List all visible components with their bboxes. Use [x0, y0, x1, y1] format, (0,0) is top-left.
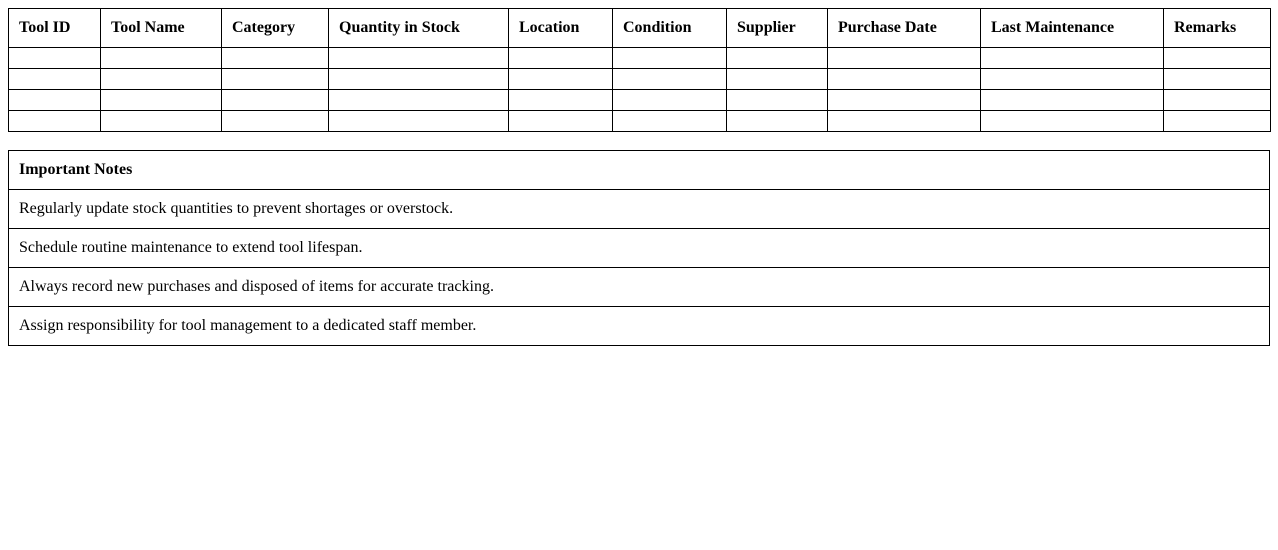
- important-notes-table: [8, 150, 1270, 346]
- table-cell[interactable]: [1164, 69, 1271, 90]
- table-row: [9, 69, 1271, 90]
- table-cell[interactable]: [1164, 111, 1271, 132]
- table-cell[interactable]: [222, 111, 329, 132]
- table-cell[interactable]: [1164, 90, 1271, 111]
- table-cell[interactable]: [613, 111, 727, 132]
- table-cell[interactable]: [981, 48, 1164, 69]
- table-cell[interactable]: [329, 111, 509, 132]
- table-cell[interactable]: [828, 48, 981, 69]
- column-header-last-maintenance: Last Maintenance: [981, 9, 1164, 48]
- column-header-condition: Condition: [613, 9, 727, 48]
- table-row: [9, 48, 1271, 69]
- table-cell[interactable]: [981, 90, 1164, 111]
- notes-heading-row: [9, 151, 1270, 190]
- table-cell[interactable]: [329, 69, 509, 90]
- table-cell[interactable]: [329, 48, 509, 69]
- table-row: [9, 111, 1271, 132]
- column-header-location: Location: [509, 9, 613, 48]
- table-cell[interactable]: [329, 90, 509, 111]
- note-row: [9, 190, 1270, 229]
- table-cell[interactable]: [828, 69, 981, 90]
- note-row: [9, 268, 1270, 307]
- table-cell[interactable]: [613, 90, 727, 111]
- table-cell[interactable]: [101, 48, 222, 69]
- table-cell[interactable]: [727, 69, 828, 90]
- table-header-row: [9, 9, 1271, 48]
- table-cell[interactable]: [981, 111, 1164, 132]
- table-cell[interactable]: [727, 90, 828, 111]
- note-item: Always record new purchases and disposed of items for accurate tracking.: [9, 268, 1270, 307]
- column-header-remarks: Remarks: [1164, 9, 1271, 48]
- table-cell[interactable]: [828, 111, 981, 132]
- notes-heading: Important Notes: [9, 151, 1270, 190]
- table-cell[interactable]: [9, 90, 101, 111]
- table-cell[interactable]: [727, 111, 828, 132]
- table-cell[interactable]: [101, 90, 222, 111]
- column-header-quantity-in-stock: Quantity in Stock: [329, 9, 509, 48]
- table-cell[interactable]: [222, 48, 329, 69]
- table-cell[interactable]: [509, 111, 613, 132]
- note-item: Schedule routine maintenance to extend tool lifespan.: [9, 229, 1270, 268]
- table-cell[interactable]: [613, 48, 727, 69]
- table-cell[interactable]: [9, 48, 101, 69]
- table-cell[interactable]: [9, 69, 101, 90]
- table-cell[interactable]: [222, 90, 329, 111]
- table-cell[interactable]: [9, 111, 101, 132]
- table-cell[interactable]: [1164, 48, 1271, 69]
- column-header-supplier: Supplier: [727, 9, 828, 48]
- tool-inventory-table: [8, 8, 1271, 132]
- table-cell[interactable]: [509, 48, 613, 69]
- table-cell[interactable]: [101, 69, 222, 90]
- column-header-category: Category: [222, 9, 329, 48]
- column-header-purchase-date: Purchase Date: [828, 9, 981, 48]
- table-cell[interactable]: [101, 111, 222, 132]
- note-item: Assign responsibility for tool management to a dedicated staff member.: [9, 307, 1270, 346]
- column-header-tool-name: Tool Name: [101, 9, 222, 48]
- note-item: Regularly update stock quantities to prevent shortages or overstock.: [9, 190, 1270, 229]
- table-cell[interactable]: [222, 69, 329, 90]
- table-cell[interactable]: [509, 90, 613, 111]
- table-row: [9, 90, 1271, 111]
- table-cell[interactable]: [613, 69, 727, 90]
- table-cell[interactable]: [509, 69, 613, 90]
- note-row: [9, 229, 1270, 268]
- column-header-tool-id: Tool ID: [9, 9, 101, 48]
- table-cell[interactable]: [727, 48, 828, 69]
- note-row: [9, 307, 1270, 346]
- table-cell[interactable]: [981, 69, 1164, 90]
- table-cell[interactable]: [828, 90, 981, 111]
